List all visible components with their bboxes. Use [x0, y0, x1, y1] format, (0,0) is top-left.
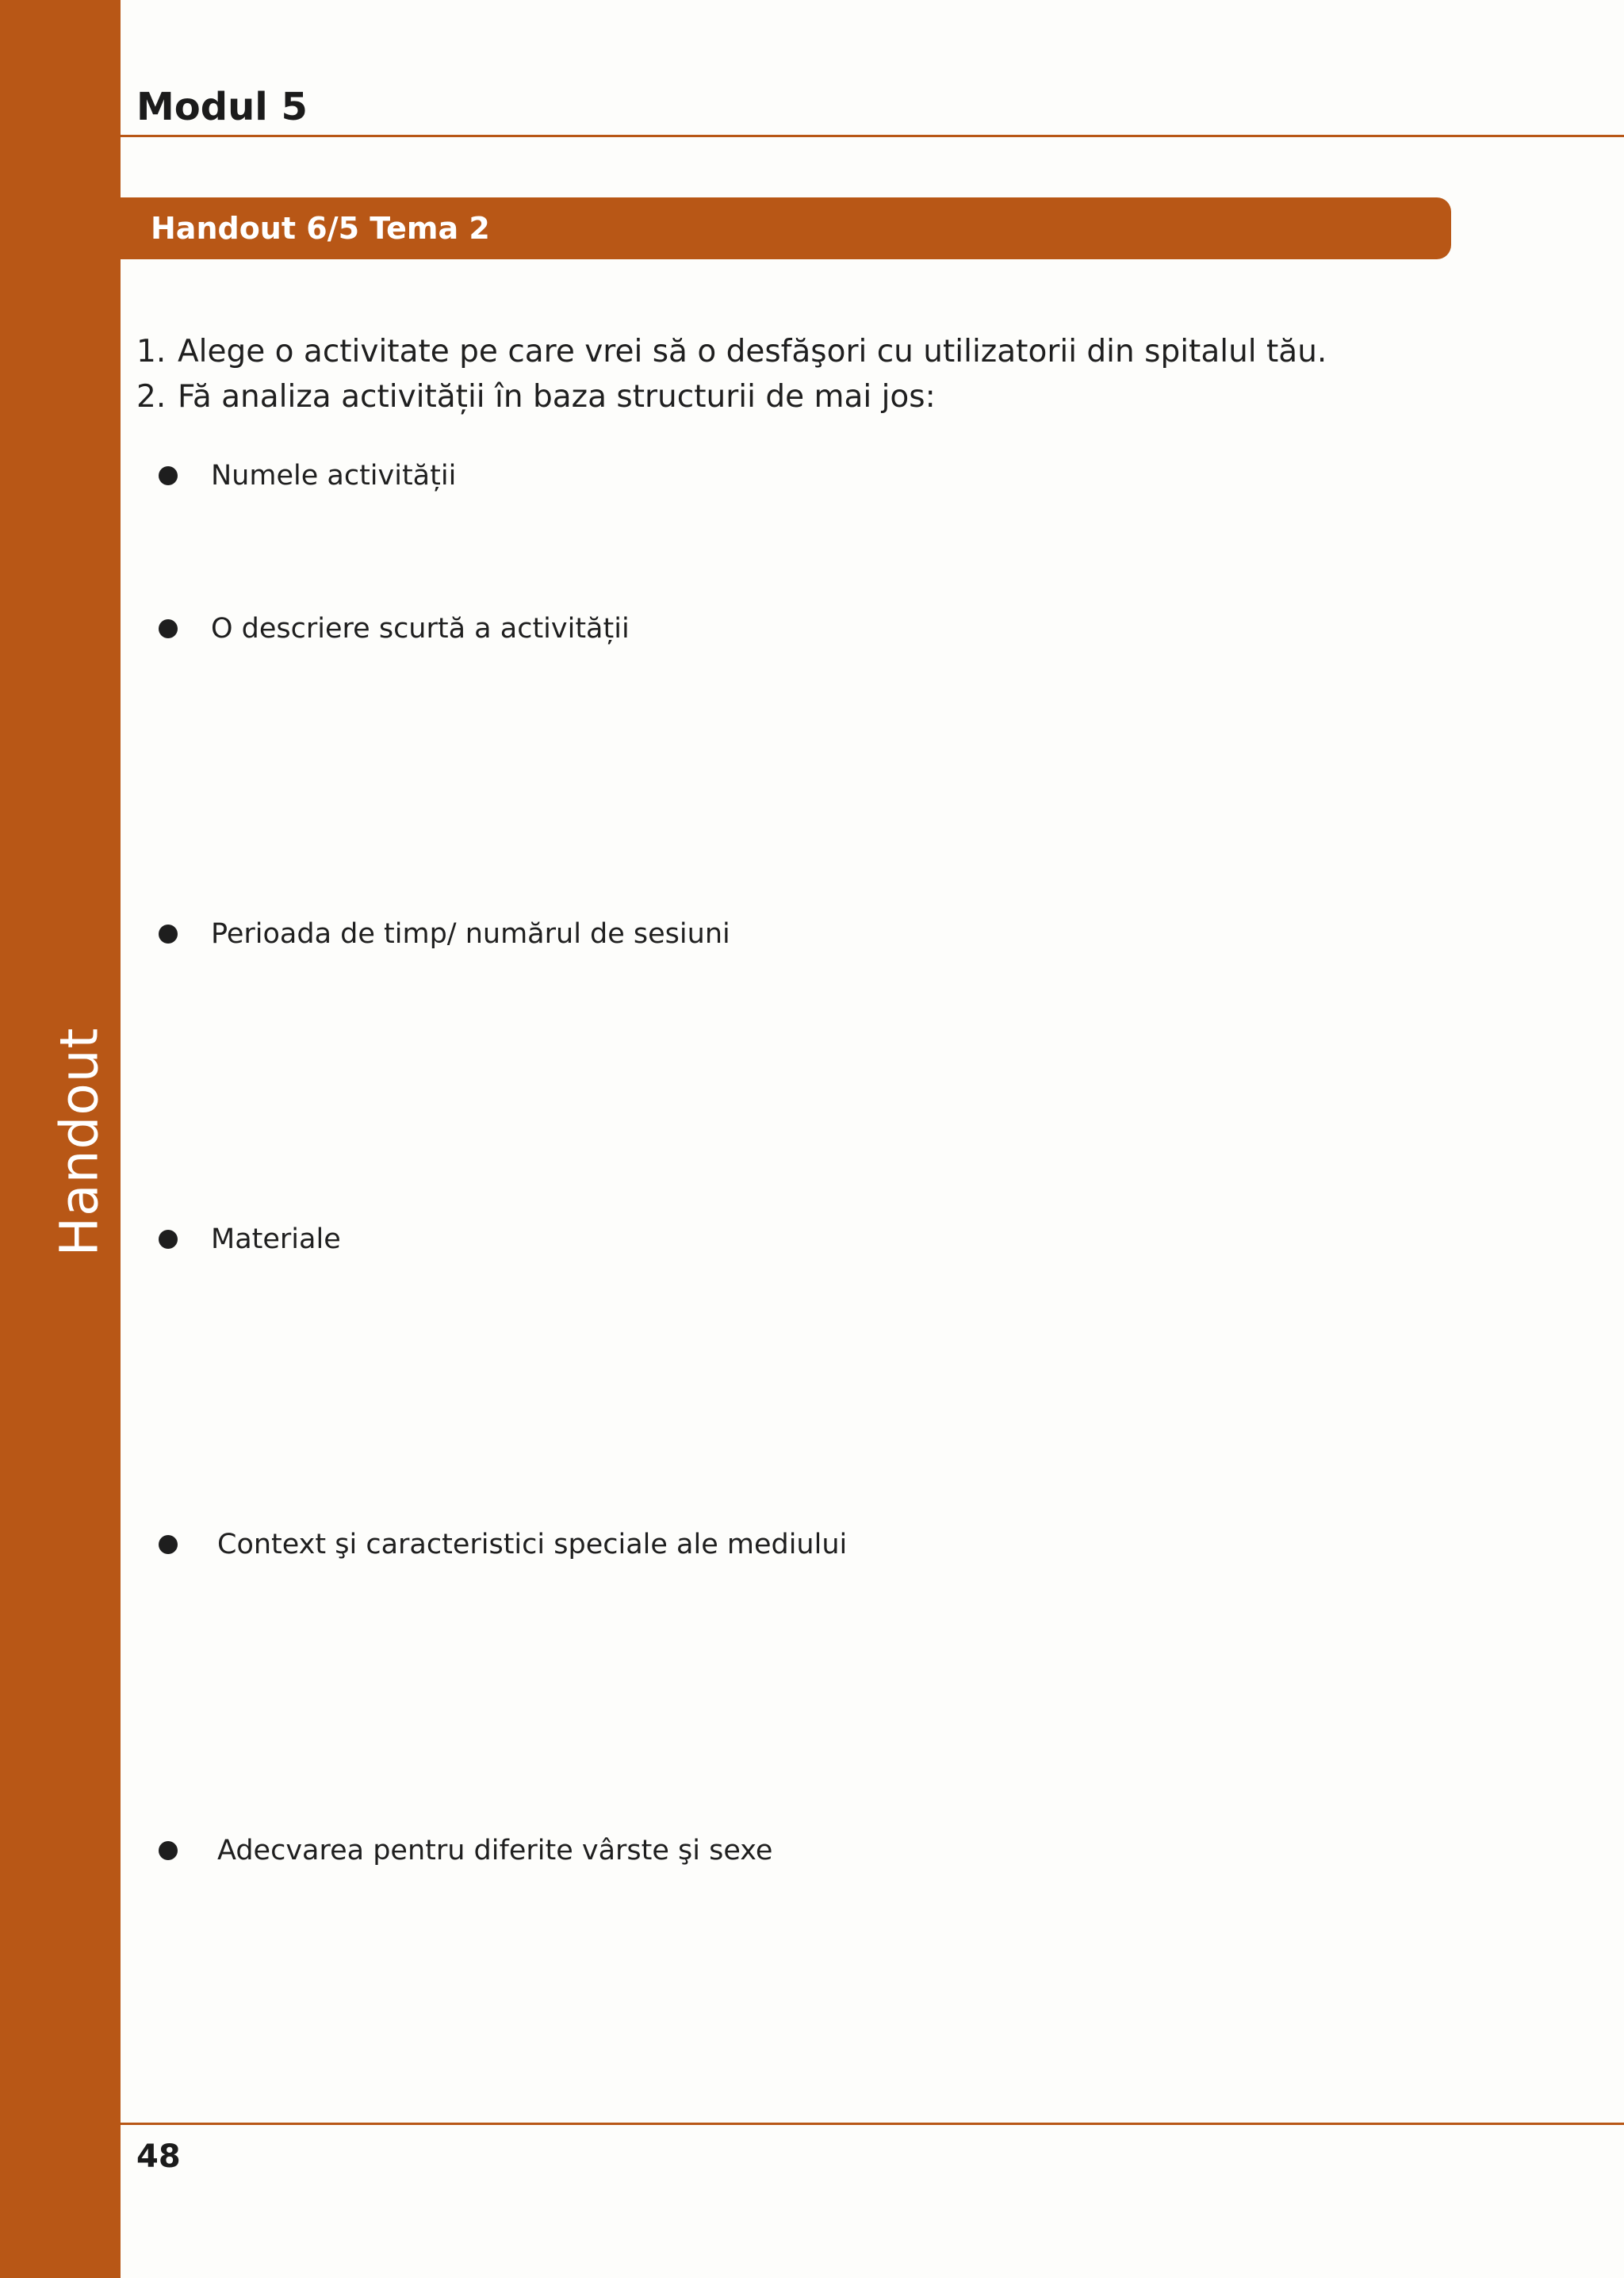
side-strip [0, 0, 121, 2278]
field-label: Adecvarea pentru diferite vârste şi sexe [217, 1835, 773, 1866]
side-label: Handout [48, 1027, 110, 1257]
instruction-item [136, 329, 1564, 374]
bullet-icon [159, 1535, 178, 1554]
top-divider [121, 135, 1624, 137]
field-label: Context şi caracteristici speciale ale mediului [217, 1529, 848, 1560]
handout-banner [121, 197, 1451, 259]
banner-title: Handout 6/5 Tema 2 [151, 211, 490, 246]
page-number: 48 [136, 2138, 181, 2175]
bullet-icon [159, 619, 178, 638]
instruction-text: Fă analiza activității în baza structurii de mai jos: [178, 379, 936, 415]
field-label: Materiale [211, 1223, 341, 1255]
bullet-icon [159, 1230, 178, 1249]
bullet-icon [159, 1841, 178, 1860]
bottom-divider [121, 2123, 1624, 2125]
bullet-icon [159, 466, 178, 485]
field-label: Numele activității [211, 460, 457, 492]
instruction-number: 1. [136, 334, 167, 369]
instruction-text: Alege o activitate pe care vrei să o desfăşori cu utilizatorii din spitalul tău. [178, 334, 1327, 369]
instruction-number: 2. [136, 379, 167, 415]
field-label: Perioada de timp/ numărul de sesiuni [211, 918, 730, 950]
module-title: Modul 5 [136, 85, 308, 129]
instruction-item [136, 374, 1564, 419]
instructions-list [136, 329, 1564, 419]
field-label: O descriere scurtă a activității [211, 613, 630, 645]
bullet-icon [159, 925, 178, 944]
